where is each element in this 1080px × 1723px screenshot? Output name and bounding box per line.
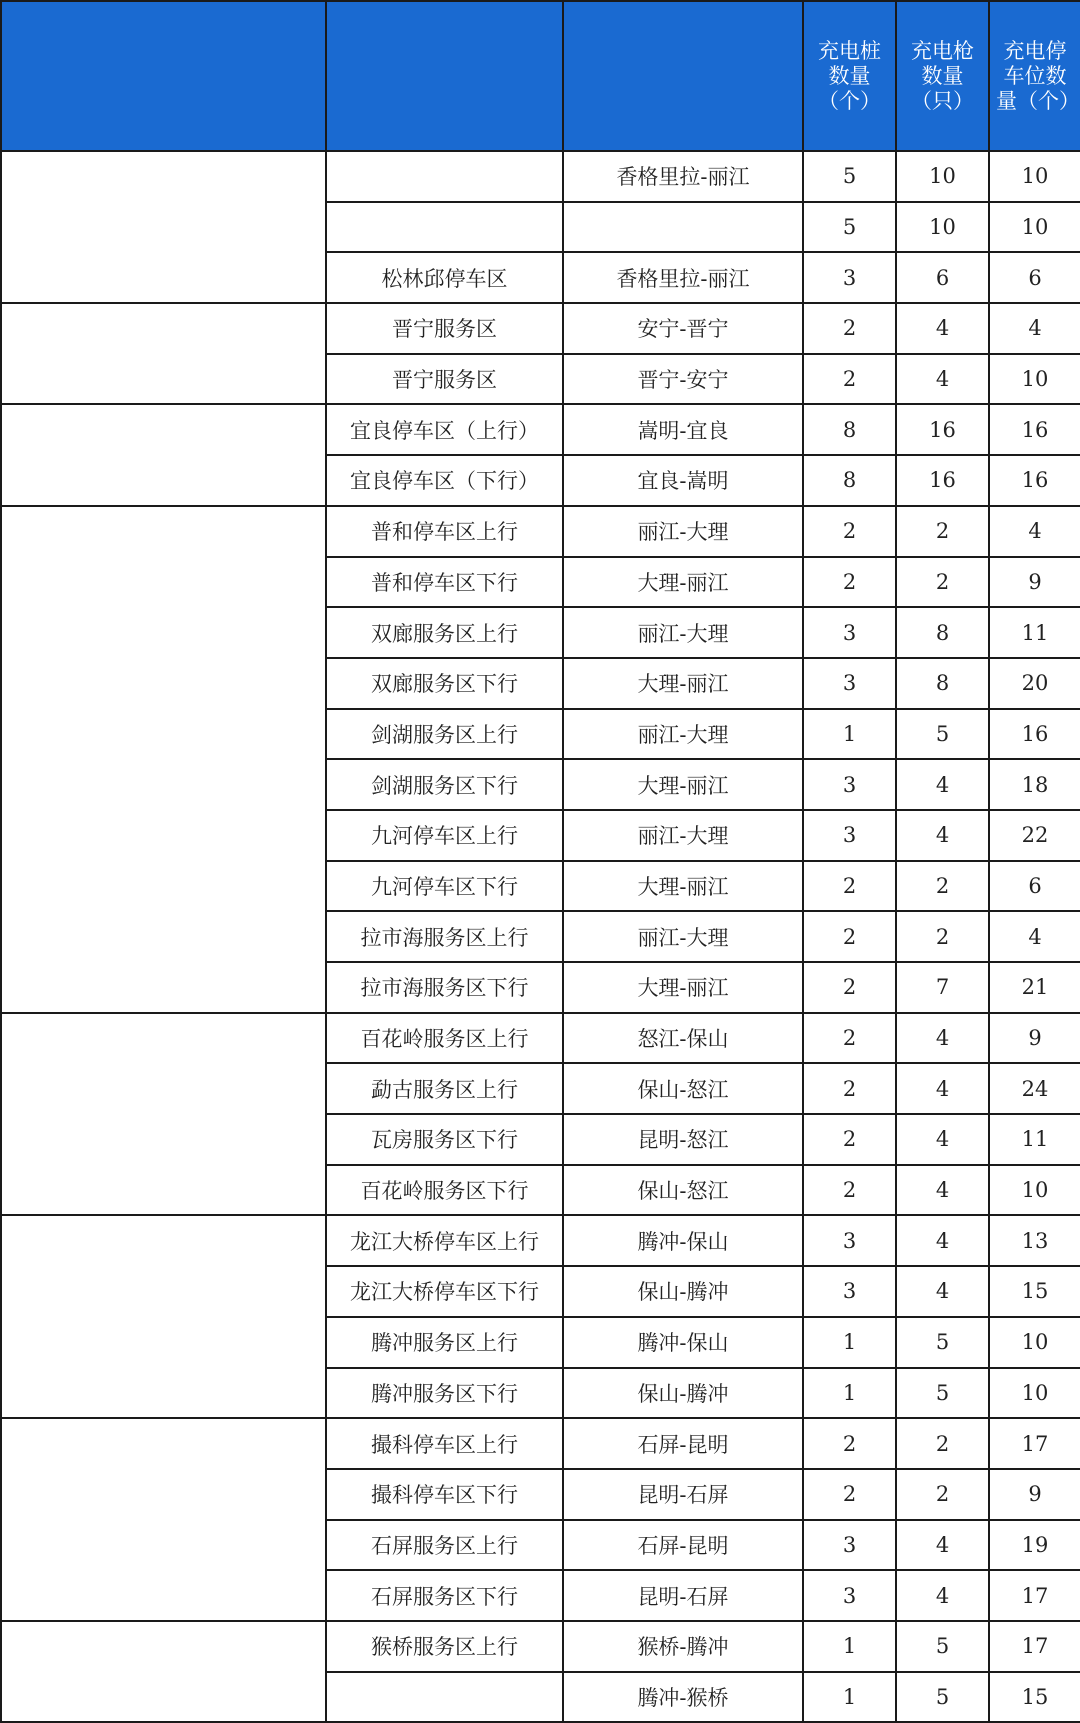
route-cell: 大理-丽江 xyxy=(563,658,803,709)
gun-count-cell: 5 xyxy=(896,1368,989,1419)
gun-count-cell: 4 xyxy=(896,1266,989,1317)
space-count-cell: 9 xyxy=(989,1469,1080,1520)
space-count-cell: 10 xyxy=(989,1368,1080,1419)
highway-group-cell xyxy=(1,151,326,303)
pile-count-cell: 3 xyxy=(803,658,896,709)
header-pile-count: 充电桩数量（个） xyxy=(803,1,896,151)
area-cell: 拉市海服务区下行 xyxy=(326,962,563,1013)
gun-count-cell: 2 xyxy=(896,506,989,557)
route-cell: 保山-怒江 xyxy=(563,1063,803,1114)
area-cell: 拉市海服务区上行 xyxy=(326,911,563,962)
route-cell: 石屏-昆明 xyxy=(563,1418,803,1469)
area-cell: 九河停车区上行 xyxy=(326,810,563,861)
area-cell: 九河停车区下行 xyxy=(326,861,563,912)
space-count-cell: 9 xyxy=(989,1013,1080,1064)
route-cell xyxy=(563,202,803,253)
header-gun-count: 充电枪数量（只） xyxy=(896,1,989,151)
area-cell: 撮科停车区下行 xyxy=(326,1469,563,1520)
gun-count-cell: 16 xyxy=(896,404,989,455)
space-count-cell: 15 xyxy=(989,1266,1080,1317)
route-cell: 大理-丽江 xyxy=(563,759,803,810)
gun-count-cell: 4 xyxy=(896,354,989,405)
gun-count-cell: 4 xyxy=(896,303,989,354)
route-cell: 腾冲-保山 xyxy=(563,1215,803,1266)
route-cell: 丽江-大理 xyxy=(563,810,803,861)
pile-count-cell: 2 xyxy=(803,911,896,962)
space-count-cell: 20 xyxy=(989,658,1080,709)
route-cell: 昆明-石屏 xyxy=(563,1469,803,1520)
gun-count-cell: 2 xyxy=(896,1418,989,1469)
pile-count-cell: 3 xyxy=(803,252,896,303)
pile-count-cell: 3 xyxy=(803,1215,896,1266)
pile-count-cell: 1 xyxy=(803,1672,896,1723)
space-count-cell: 4 xyxy=(989,506,1080,557)
route-cell: 石屏-昆明 xyxy=(563,1520,803,1571)
area-cell xyxy=(326,202,563,253)
pile-count-cell: 5 xyxy=(803,151,896,202)
space-count-cell: 11 xyxy=(989,607,1080,658)
pile-count-cell: 3 xyxy=(803,1520,896,1571)
header-space-count: 充电停车位数量（个） xyxy=(989,1,1080,151)
area-cell: 双廊服务区下行 xyxy=(326,658,563,709)
table-row xyxy=(1,1013,1080,1064)
route-cell: 昆明-石屏 xyxy=(563,1570,803,1621)
route-cell: 大理-丽江 xyxy=(563,557,803,608)
gun-count-cell: 4 xyxy=(896,1570,989,1621)
gun-count-cell: 4 xyxy=(896,1165,989,1216)
space-count-cell: 16 xyxy=(989,455,1080,506)
pile-count-cell: 2 xyxy=(803,506,896,557)
table-row xyxy=(1,303,1080,354)
gun-count-cell: 5 xyxy=(896,1672,989,1723)
area-cell: 百花岭服务区下行 xyxy=(326,1165,563,1216)
pile-count-cell: 3 xyxy=(803,759,896,810)
header-highway xyxy=(1,1,326,151)
pile-count-cell: 3 xyxy=(803,810,896,861)
pile-count-cell: 1 xyxy=(803,1621,896,1672)
area-cell xyxy=(326,1672,563,1723)
area-cell: 普和停车区上行 xyxy=(326,506,563,557)
pile-count-cell: 3 xyxy=(803,607,896,658)
pile-count-cell: 2 xyxy=(803,1469,896,1520)
route-cell: 猴桥-腾冲 xyxy=(563,1621,803,1672)
area-cell: 松林邱停车区 xyxy=(326,252,563,303)
space-count-cell: 16 xyxy=(989,404,1080,455)
gun-count-cell: 10 xyxy=(896,202,989,253)
route-cell: 保山-怒江 xyxy=(563,1165,803,1216)
area-cell: 勐古服务区上行 xyxy=(326,1063,563,1114)
route-cell: 昆明-怒江 xyxy=(563,1114,803,1165)
space-count-cell: 9 xyxy=(989,557,1080,608)
space-count-cell: 6 xyxy=(989,252,1080,303)
pile-count-cell: 2 xyxy=(803,861,896,912)
space-count-cell: 4 xyxy=(989,911,1080,962)
space-count-cell: 10 xyxy=(989,1165,1080,1216)
area-cell: 瓦房服务区下行 xyxy=(326,1114,563,1165)
space-count-cell: 13 xyxy=(989,1215,1080,1266)
area-cell: 石屏服务区上行 xyxy=(326,1520,563,1571)
gun-count-cell: 5 xyxy=(896,1621,989,1672)
gun-count-cell: 10 xyxy=(896,151,989,202)
space-count-cell: 6 xyxy=(989,861,1080,912)
route-cell: 丽江-大理 xyxy=(563,911,803,962)
gun-count-cell: 4 xyxy=(896,1063,989,1114)
pile-count-cell: 1 xyxy=(803,709,896,760)
space-count-cell: 4 xyxy=(989,303,1080,354)
pile-count-cell: 8 xyxy=(803,455,896,506)
space-count-cell: 15 xyxy=(989,1672,1080,1723)
pile-count-cell: 2 xyxy=(803,1165,896,1216)
space-count-cell: 11 xyxy=(989,1114,1080,1165)
gun-count-cell: 4 xyxy=(896,1114,989,1165)
gun-count-cell: 6 xyxy=(896,252,989,303)
table-header xyxy=(1,1,1080,151)
area-cell: 腾冲服务区下行 xyxy=(326,1368,563,1419)
pile-count-cell: 2 xyxy=(803,354,896,405)
space-count-cell: 17 xyxy=(989,1418,1080,1469)
table-row xyxy=(1,1418,1080,1469)
area-cell: 龙江大桥停车区下行 xyxy=(326,1266,563,1317)
route-cell: 大理-丽江 xyxy=(563,861,803,912)
gun-count-cell: 2 xyxy=(896,1469,989,1520)
pile-count-cell: 2 xyxy=(803,303,896,354)
area-cell: 龙江大桥停车区上行 xyxy=(326,1215,563,1266)
area-cell: 剑湖服务区下行 xyxy=(326,759,563,810)
space-count-cell: 17 xyxy=(989,1621,1080,1672)
route-cell: 腾冲-保山 xyxy=(563,1317,803,1368)
route-cell: 腾冲-猴桥 xyxy=(563,1672,803,1723)
table-row xyxy=(1,404,1080,455)
table-row xyxy=(1,1215,1080,1266)
highway-group-cell xyxy=(1,1418,326,1621)
route-cell: 宜良-嵩明 xyxy=(563,455,803,506)
space-count-cell: 16 xyxy=(989,709,1080,760)
space-count-cell: 18 xyxy=(989,759,1080,810)
pile-count-cell: 2 xyxy=(803,1114,896,1165)
route-cell: 丽江-大理 xyxy=(563,506,803,557)
highway-group-cell xyxy=(1,1621,326,1722)
gun-count-cell: 2 xyxy=(896,911,989,962)
area-cell: 宜良停车区（下行） xyxy=(326,455,563,506)
table-body xyxy=(1,151,1080,1722)
table-row xyxy=(1,151,1080,202)
gun-count-cell: 16 xyxy=(896,455,989,506)
pile-count-cell: 3 xyxy=(803,1266,896,1317)
space-count-cell: 22 xyxy=(989,810,1080,861)
route-cell: 保山-腾冲 xyxy=(563,1266,803,1317)
route-cell: 丽江-大理 xyxy=(563,607,803,658)
route-cell: 香格里拉-丽江 xyxy=(563,252,803,303)
pile-count-cell: 1 xyxy=(803,1317,896,1368)
area-cell: 双廊服务区上行 xyxy=(326,607,563,658)
table-row xyxy=(1,506,1080,557)
table-row xyxy=(1,1621,1080,1672)
route-cell: 嵩明-宜良 xyxy=(563,404,803,455)
pile-count-cell: 8 xyxy=(803,404,896,455)
header-row xyxy=(1,1,1080,151)
route-cell: 保山-腾冲 xyxy=(563,1368,803,1419)
space-count-cell: 10 xyxy=(989,1317,1080,1368)
area-cell: 晋宁服务区 xyxy=(326,303,563,354)
area-cell: 百花岭服务区上行 xyxy=(326,1013,563,1064)
pile-count-cell: 3 xyxy=(803,1570,896,1621)
highway-group-cell xyxy=(1,404,326,505)
gun-count-cell: 4 xyxy=(896,1215,989,1266)
space-count-cell: 19 xyxy=(989,1520,1080,1571)
highway-group-cell xyxy=(1,303,326,404)
highway-group-cell xyxy=(1,506,326,1013)
space-count-cell: 24 xyxy=(989,1063,1080,1114)
space-count-cell: 10 xyxy=(989,202,1080,253)
header-route xyxy=(563,1,803,151)
pile-count-cell: 5 xyxy=(803,202,896,253)
pile-count-cell: 2 xyxy=(803,962,896,1013)
space-count-cell: 10 xyxy=(989,151,1080,202)
area-cell: 晋宁服务区 xyxy=(326,354,563,405)
area-cell: 猴桥服务区上行 xyxy=(326,1621,563,1672)
area-cell: 腾冲服务区上行 xyxy=(326,1317,563,1368)
area-cell: 撮科停车区上行 xyxy=(326,1418,563,1469)
pile-count-cell: 1 xyxy=(803,1368,896,1419)
area-cell: 普和停车区下行 xyxy=(326,557,563,608)
highway-group-cell xyxy=(1,1013,326,1216)
gun-count-cell: 5 xyxy=(896,1317,989,1368)
gun-count-cell: 8 xyxy=(896,658,989,709)
route-cell: 安宁-晋宁 xyxy=(563,303,803,354)
highway-group-cell xyxy=(1,1215,326,1418)
gun-count-cell: 4 xyxy=(896,1013,989,1064)
route-cell: 晋宁-安宁 xyxy=(563,354,803,405)
route-cell: 怒江-保山 xyxy=(563,1013,803,1064)
gun-count-cell: 5 xyxy=(896,709,989,760)
area-cell: 宜良停车区（上行） xyxy=(326,404,563,455)
pile-count-cell: 2 xyxy=(803,1063,896,1114)
gun-count-cell: 4 xyxy=(896,759,989,810)
gun-count-cell: 8 xyxy=(896,607,989,658)
header-area xyxy=(326,1,563,151)
space-count-cell: 21 xyxy=(989,962,1080,1013)
area-cell xyxy=(326,151,563,202)
space-count-cell: 10 xyxy=(989,354,1080,405)
gun-count-cell: 7 xyxy=(896,962,989,1013)
gun-count-cell: 2 xyxy=(896,861,989,912)
pile-count-cell: 2 xyxy=(803,1418,896,1469)
pile-count-cell: 2 xyxy=(803,557,896,608)
area-cell: 石屏服务区下行 xyxy=(326,1570,563,1621)
route-cell: 大理-丽江 xyxy=(563,962,803,1013)
route-cell: 香格里拉-丽江 xyxy=(563,151,803,202)
pile-count-cell: 2 xyxy=(803,1013,896,1064)
area-cell: 剑湖服务区上行 xyxy=(326,709,563,760)
space-count-cell: 17 xyxy=(989,1570,1080,1621)
gun-count-cell: 4 xyxy=(896,1520,989,1571)
route-cell: 丽江-大理 xyxy=(563,709,803,760)
gun-count-cell: 4 xyxy=(896,810,989,861)
gun-count-cell: 2 xyxy=(896,557,989,608)
